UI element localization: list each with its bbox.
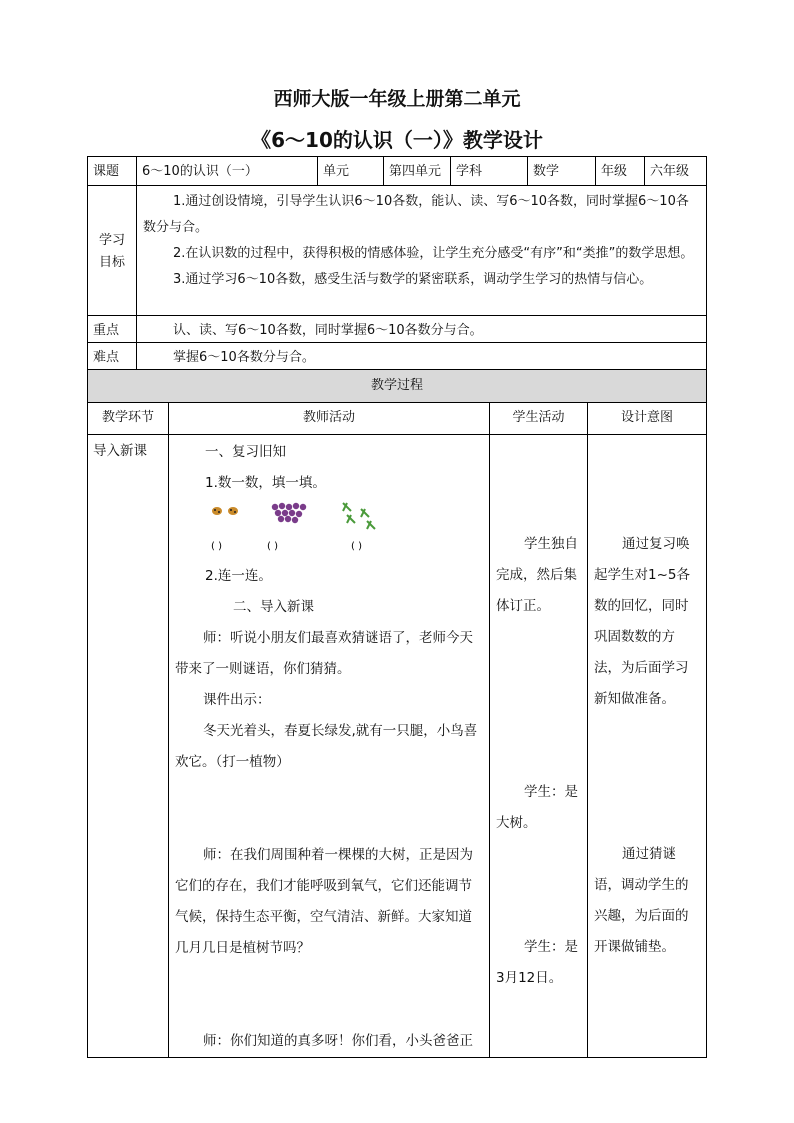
spacer [175,778,483,840]
objective-item: 3.通过学习6～10各数，感受生活与数学的紧密联系，调动学生学习的热情与信心。 [173,272,653,287]
label-objectives-line2: 目标 [98,255,125,270]
stage-cell [87,434,169,1058]
teacher-continue: 师：你们知道的真多呀！你们看，小头爸爸正 [203,1033,473,1049]
counting-illustration [175,499,485,561]
student-cell [489,434,588,1058]
header-teacher: 教师活动 [168,402,490,435]
teacher-review-heading: 一、复习旧知 [205,444,286,460]
spacer [496,839,581,932]
label-objectives-line1: 学习 [98,233,125,248]
intent-cell [587,434,707,1058]
teacher-intro-heading: 二、导入新课 [233,599,314,615]
header-intent: 设计意图 [587,402,707,435]
intent-2: 通过猜谜语，调动学生的兴趣，为后面的开课做铺垫。 [594,846,689,955]
spacer [175,964,483,1026]
label-difficulty: 难点 [87,342,137,370]
teacher-count-fill: 1.数一数，填一填。 [205,475,326,491]
label-subject: 学科 [450,156,528,186]
header-student: 学生活动 [489,402,588,435]
doc-title: 西师大版一年级上册第二单元 [273,88,521,110]
objective-item: 2.在认识数的过程中，获得积极的情感体验，让学生充分感受“有序”和“类推”的数学思想。 [173,246,694,261]
student-activity-1: 学生独自完成，然后集体订正。 [496,536,578,614]
teacher-cell [168,434,490,1058]
spacer [594,435,700,529]
student-activity-2: 学生：是大树。 [496,784,578,831]
grapes-icon [272,503,306,523]
blank-2: ( ) [267,541,278,552]
spacer [594,715,700,839]
doc-subtitle: 《6～10的认识（一）》教学设计 [251,128,543,152]
lesson-plan-table [87,156,707,1058]
teacher-tree-talk: 师：在我们周围种着一棵棵的大树，正是因为它们的存在，我们才能呼吸到氧气，它们还能调节气候，保持生态平衡，空气清洁、新鲜。大家知道几月几日是植树节吗？ [175,847,473,956]
student-activity-3: 学生：是3月12日。 [496,939,578,986]
header-stage: 教学环节 [87,402,169,435]
key-content: 认、读、写6～10各数，同时掌握6～10各数分与合。 [136,315,707,343]
label-grade: 年级 [595,156,645,186]
objective-item: 1.通过创设情境，引导学生认识6～10各数，能认、读、写6～10各数，同时掌握6～10各数分与合。 [143,194,689,235]
topic-value: 6～10的认识（一） [136,156,318,186]
teacher-riddle: 冬天光着头，春夏长绿发,就有一只腿，小鸟喜欢它。（打一植物） [175,723,478,770]
subject-value: 数学 [527,156,596,186]
process-title: 教学过程 [87,369,707,403]
counting-pictures [175,499,483,561]
label-key: 重点 [87,315,137,343]
blank-3: ( ) [351,541,362,552]
teacher-connect: 2.连一连。 [205,568,272,584]
teacher-riddle-intro: 师：听说小朋友们最喜欢猜谜语了，老师今天带来了一则谜语，你们猜猜。 [175,630,473,677]
grade-value: 六年级 [644,156,707,186]
objectives-content [136,185,707,316]
intent-1: 通过复习唤起学生对1~5各数的回忆，同时巩固数数的方法，为后面学习新知做准备。 [594,536,690,707]
spacer [496,622,581,777]
unit-value: 第四单元 [383,156,451,186]
label-objectives [87,185,137,316]
blank-1: ( ) [211,541,222,552]
dragonfly-icon [343,503,375,529]
difficulty-content: 掌握6～10各数分与合。 [136,342,707,370]
beetle-icon [212,507,238,515]
teacher-courseware: 课件出示： [203,692,271,708]
spacer [496,435,581,529]
label-unit: 单元 [317,156,384,186]
label-topic: 课题 [87,156,137,186]
stage-label: 导入新课 [93,443,147,459]
